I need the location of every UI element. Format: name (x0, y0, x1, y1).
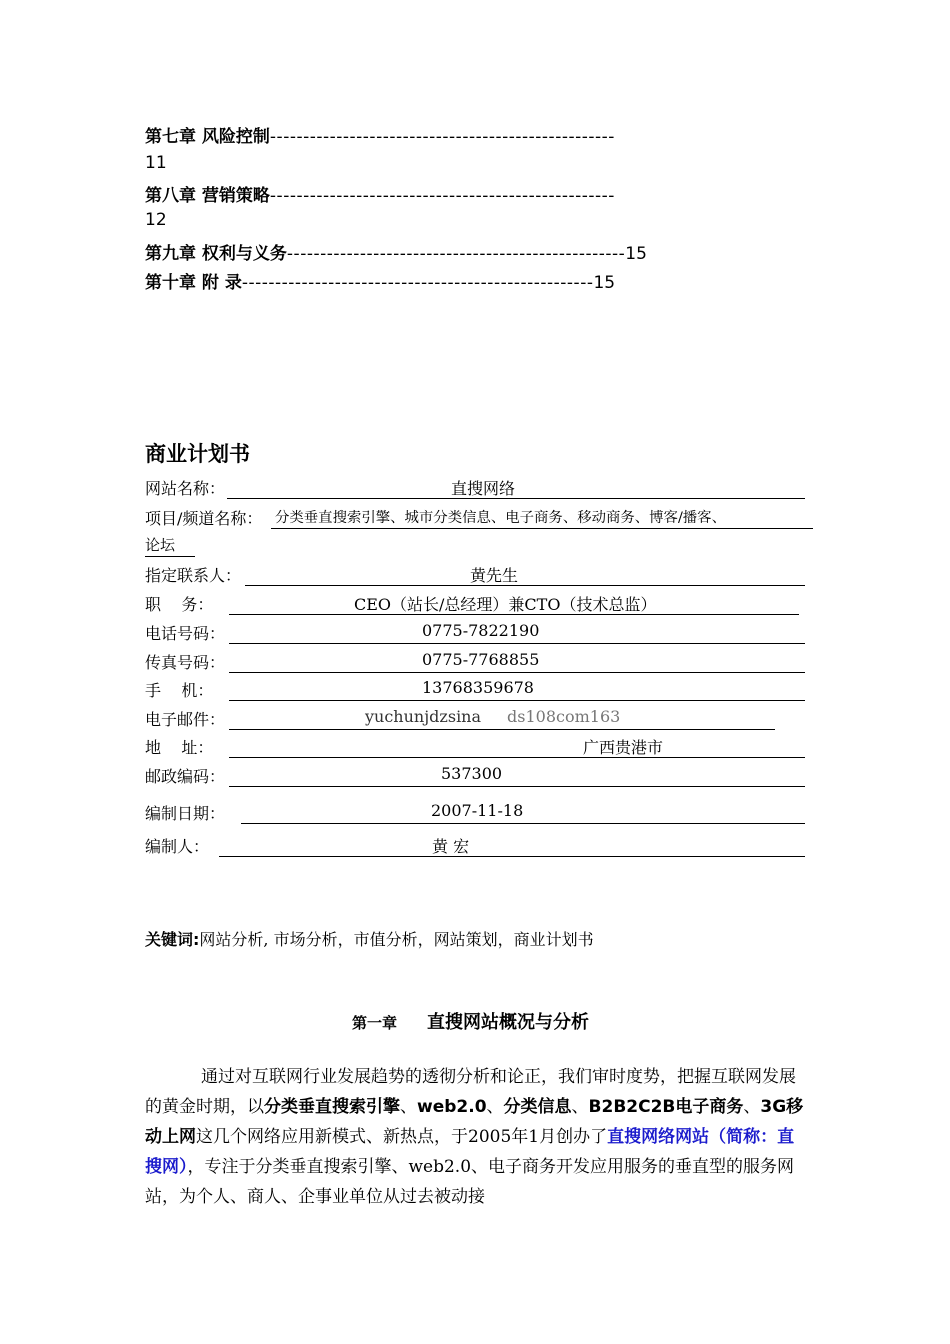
toc-page: 12 (145, 210, 167, 230)
field-value: 分类垂直搜索引擎、城市分类信息、电子商务、移动商务、博客/播客、 (275, 510, 726, 526)
toc-label: 第九章 权利与义务 (145, 244, 287, 264)
keywords (145, 927, 594, 950)
underline (229, 764, 805, 787)
para-bold: web2.0 (417, 1097, 487, 1117)
field-label: 网站名称： (145, 479, 226, 498)
field-label: 指定联系人： (145, 566, 242, 585)
para-bold: 3G移动上网 (145, 1097, 804, 1147)
field-position (145, 592, 805, 616)
para-bold: 分类信息 (503, 1097, 572, 1117)
para-text: ，专注于分类垂直搜索引擎、web2.0、电子商务开发应用服务的垂直型的服务网站，为个人、商人、企事业单位从过去被动接 (145, 1157, 795, 1207)
field-fax (145, 650, 805, 674)
field-project (145, 506, 815, 530)
field-date (145, 801, 805, 825)
toc-item-8[interactable] (145, 181, 615, 206)
field-phone (145, 621, 805, 645)
field-value: 广西贵港市 (583, 738, 664, 757)
para-text: 、 (400, 1097, 417, 1117)
toc-item-9[interactable] (145, 239, 647, 264)
toc-label: 第七章 风险控制 (145, 127, 270, 147)
para-bold: B2B2C2B电子商务 (588, 1097, 744, 1117)
field-email (145, 707, 785, 731)
field-value: 537300 (441, 764, 503, 783)
field-value: 2007-11-18 (431, 801, 524, 820)
toc-dashes: --------------------------------------------------- (286, 244, 626, 264)
field-label: 手 机： (145, 681, 214, 700)
chapter-heading (352, 1008, 589, 1034)
underline (229, 735, 805, 758)
field-value: 0775-7768855 (422, 650, 540, 669)
email-value[interactable]: yuchunjdzsina (365, 707, 482, 726)
field-label: 地 址： (145, 738, 214, 757)
para-text: 通过对互联网行业发展趋势的透彻分析和论正，我们审时度势，把握互联网发展的黄金时期，以 (145, 1067, 796, 1117)
field-value: CEO（站长/总经理）兼CTO（技术总监） (354, 595, 657, 614)
underline (229, 707, 775, 730)
field-value: 0775-7822190 (422, 621, 540, 640)
field-value: 黄先生 (470, 566, 519, 585)
underline (219, 834, 805, 857)
field-postcode (145, 764, 805, 788)
toc-page: 11 (145, 153, 167, 173)
para-text: 、 (486, 1097, 504, 1117)
para-text: 、 (743, 1097, 761, 1117)
underline (245, 563, 805, 586)
para-text: 、 (571, 1097, 589, 1117)
field-address (145, 735, 805, 759)
toc-label: 第十章 附 录 (145, 273, 242, 293)
keywords-value: 网站分析, 市场分析，市值分析，网站策划，商业计划书 (199, 930, 594, 949)
field-mobile (145, 678, 805, 702)
underline (227, 476, 805, 499)
chapter-number: 第一章 (352, 1014, 398, 1032)
field-label: 传真号码： (145, 653, 226, 672)
field-label: 电子邮件： (145, 710, 226, 729)
toc-page: 15 (625, 244, 647, 264)
email-value-alt[interactable]: ds108com163 (507, 707, 621, 726)
para-bold: 分类垂直搜索引擎 (264, 1097, 400, 1117)
field-value: 13768359678 (422, 678, 534, 697)
field-author (145, 834, 805, 858)
keywords-label: 关键词: (145, 930, 200, 949)
toc-page: 15 (593, 273, 616, 293)
field-label: 编制人： (145, 837, 210, 856)
toc-dashes: ---------------------------------------------------- (269, 186, 615, 206)
field-label: 电话号码： (145, 624, 226, 643)
field-label: 项目/频道名称： (145, 509, 263, 528)
field-label: 编制日期： (145, 804, 226, 823)
toc-item-10[interactable] (145, 268, 615, 293)
para-text: 这几个网络应用新模式、新热点，于2005年1月创办了 (196, 1127, 608, 1147)
body-paragraph (145, 1062, 810, 1212)
chapter-title: 直搜网站概况与分析 (427, 1012, 590, 1033)
toc-item-7[interactable] (145, 122, 615, 147)
toc-dashes: ---------------------------------------------------- (269, 127, 615, 147)
field-site-name (145, 476, 805, 500)
page-title: 商业计划书 (145, 442, 250, 466)
field-label: 职 务： (145, 595, 214, 614)
field-value: 论坛 (145, 536, 176, 554)
toc-dashes: ----------------------------------------------------- (241, 273, 594, 293)
toc-label: 第八章 营销策略 (145, 186, 270, 206)
field-contact (145, 563, 805, 587)
site-link[interactable]: 直搜网络网站（简称：直搜网） (145, 1127, 795, 1177)
field-label: 邮政编码： (145, 767, 226, 786)
field-project-cont (145, 534, 205, 558)
field-value: 黄 宏 (432, 837, 470, 856)
field-value: 直搜网络 (451, 479, 516, 498)
